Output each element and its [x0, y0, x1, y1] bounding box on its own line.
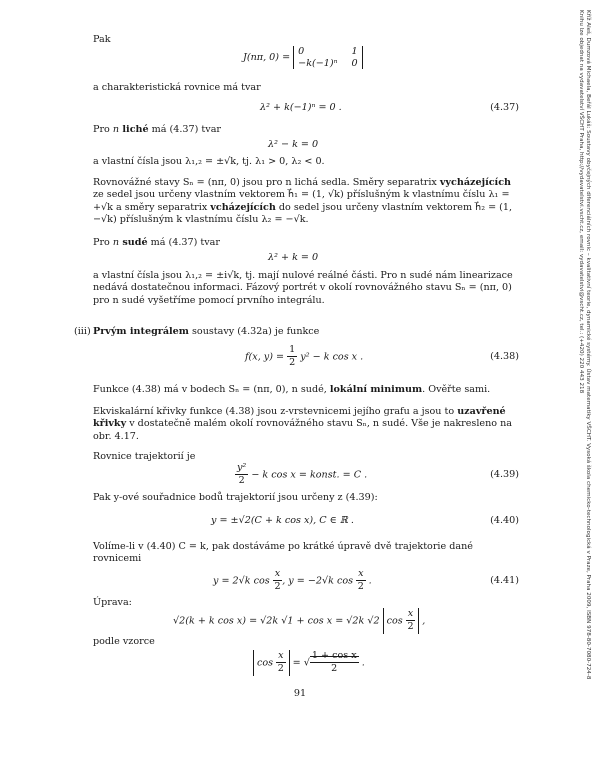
equation-4-37: λ² + k(−1)ⁿ = 0 . (4.37) — [260, 102, 519, 113]
text-trajectory-intro: Rovnice trajektorií je — [93, 451, 196, 462]
side-margin-citation — [578, 10, 591, 766]
equation-half-angle: cos $\frac{x}{2}$ = √ $\frac{\text{1 + cos x}}{2}$ . — [93, 648, 519, 682]
page-number: 91 — [293, 688, 307, 699]
equation-number: (4.38) — [490, 351, 519, 362]
text-formula-intro: podle vzorce — [93, 636, 155, 647]
equation-4-39: $\frac{\text{y²}}{2}$ − k cos x = konst. = C . (4.39) — [237, 462, 519, 487]
text-level-curves: Ekviskalární křivky funkce (4.38) jsou z-vrstevnicemi jejího grafu a jsou to uzavřené křivky v dostatečně malém okolí rovnovážného stavu Sₙ, n sudé. Vše je nakresleno na obr. 4.17. — [93, 406, 513, 442]
equation-4-38: f(x, y) = $\frac{1}{2}$ y² − k cos x . (4.38) — [245, 344, 519, 369]
text-first-integral: Prvým integrálem soustavy (4.32a) je funkce — [93, 326, 320, 337]
text-even-case: Pro n sudé má (4.37) tvar — [93, 237, 220, 248]
equation-number: (4.41) — [490, 575, 519, 586]
text-uprava: Úprava: — [93, 597, 132, 608]
jacobian-lhs: J(nπ, 0) = — [243, 52, 291, 63]
text-choose-c: Volíme-li v (4.40) C = k, pak dostáváme po krátké úpravě dvě trajektorie dané rovnicemi — [93, 541, 473, 565]
equation-number: (4.37) — [490, 102, 519, 113]
equation-4-40: y = ±√2(C + k cos x), C ∈ ℝ . (4.40) — [211, 515, 519, 526]
citation-line-1: Kříž Aleš, Dumzová Michaela, Beřál Lukáš: Soustavy obyčejných diferenciálních rovnic – kvalitativní teorie, dynamické systémy. Ústav matematiky VŠCHT. Vysoká škola chemicko-technologická v Praze, Praha 2009, ISBN 978-80-7080-724-8 — [585, 10, 591, 680]
jacobian-equation — [93, 44, 519, 76]
text-pak: Pak — [93, 34, 111, 45]
equation-even: λ² + k = 0 — [268, 252, 319, 263]
equation-simplification: √2(k + k cos x) = √2k √1 + cos x = √2k √2 cos $\frac{x}{2}$ , — [173, 608, 426, 633]
text-odd-case: Pro n liché má (4.37) tvar — [93, 124, 222, 135]
equation-odd: λ² − k = 0 — [268, 139, 319, 150]
equation-number: (4.40) — [490, 515, 519, 526]
item-label-iii: (iii) — [74, 326, 91, 337]
text-local-minimum: Funkce (4.38) má v bodech Sₙ = (nπ, 0), n sudé, lokální minimum. Ověřte sami. — [93, 384, 491, 395]
equation-4-41: y = 2√k cos $\frac{x}{2}$ , y = −2√k cos $\frac{x}{2}$ . (4.41) — [213, 568, 519, 593]
citation-line-2: Knihu lze objednat na vydavatelství VŠCHT Praha, http://vydavatelstvi.vscht.cz, email: vydavatelstvi@vscht.cz, tel.: (+420) 220 443 218 — [578, 10, 585, 394]
text-saddles: Rovnovážné stavy Sₙ = (nπ, 0) jsou pro n lichá sedla. Směry separatrix vycházejících ze sedel jsou určeny vlastním vektorem h⃗₁ = (1, √k) příslušným k vlastnímu číslu λ₁ = +√k a směry separatrix vcházejících do sedel jsou určeny vlastním vektorem h⃗₂ = (1, −√k) příslušným k vlastnímu číslu λ₂ = −√k. — [93, 177, 513, 225]
jacobian-matrix: 0 1 −k(−1)ⁿ 0 — [293, 46, 362, 69]
text-char-intro: a charakteristická rovnice má tvar — [93, 82, 261, 93]
text-even-eigenvalues: a vlastní čísla jsou λ₁,₂ = ±i√k, tj. mají nulové reálné části. Pro n sudé nám linearizace nedává dostatečnou informaci. Fázový portrét v okolí rovnovážného stavu Sₙ = (nπ, 0) pro n sudé vyšetříme pomocí prvního integrálu. — [93, 270, 513, 306]
text-odd-eigenvalues: a vlastní čísla jsou λ₁,₂ = ±√k, tj. λ₁ > 0, λ₂ < 0. — [93, 156, 325, 167]
equation-number: (4.39) — [490, 469, 519, 480]
text-y-coordinates: Pak y-ové souřadnice bodů trajektorií jsou určeny z (4.39): — [93, 492, 378, 503]
